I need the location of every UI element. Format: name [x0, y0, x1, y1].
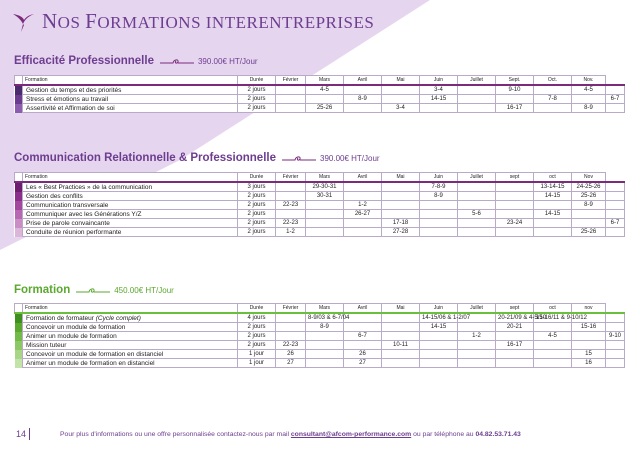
- date-cell: 20-21/09 & 4-5/10: [496, 313, 534, 323]
- date-cell: [458, 104, 496, 113]
- table-efficacite: [14, 75, 625, 113]
- row-color-marker: [15, 228, 23, 237]
- date-cell: [458, 182, 496, 192]
- date-cell: 25-26: [572, 228, 606, 237]
- swirl-decoration-icon: [76, 286, 110, 294]
- col-header: Durée: [238, 173, 276, 183]
- table-row: [15, 192, 625, 201]
- date-cell: [306, 95, 344, 104]
- footer-contact: Pour plus d'informations ou une offre personnalisée contactez-nous par mail consultant@afcom-performance.com ou par téléphone au 04.82.53.71.43: [60, 431, 521, 438]
- date-cell: [534, 323, 572, 332]
- duration-cell: 2 jours: [238, 210, 276, 219]
- date-cell: [534, 341, 572, 350]
- formation-name: Assertivité et Affirmation de soi: [23, 104, 238, 113]
- row-color-marker: [15, 323, 23, 332]
- date-cell: 3-4: [420, 85, 458, 95]
- table-row: [15, 104, 625, 113]
- col-header: nov: [572, 304, 606, 314]
- date-cell: [606, 359, 625, 368]
- date-cell: 25-26: [572, 192, 606, 201]
- row-color-marker: [15, 104, 23, 113]
- col-header: oct: [534, 173, 572, 183]
- date-cell: 17-18: [382, 219, 420, 228]
- col-header: Formation: [23, 76, 238, 86]
- date-cell: [344, 192, 382, 201]
- date-cell: [306, 219, 344, 228]
- date-cell: [306, 359, 344, 368]
- swirl-decoration-icon: [282, 154, 316, 162]
- date-cell: 13-14-15: [534, 182, 572, 192]
- date-cell: 8-9: [420, 192, 458, 201]
- date-cell: 7-8: [534, 95, 572, 104]
- duration-cell: 2 jours: [238, 341, 276, 350]
- duration-cell: 2 jours: [238, 332, 276, 341]
- date-cell: [534, 219, 572, 228]
- col-header: Mars: [306, 173, 344, 183]
- formation-name: Mission tuteur: [23, 341, 238, 350]
- row-color-marker: [15, 332, 23, 341]
- date-cell: 16-17: [496, 104, 534, 113]
- swirl-decoration-icon: [160, 57, 194, 65]
- date-cell: [420, 201, 458, 210]
- col-header: sept: [496, 173, 534, 183]
- date-cell: [606, 104, 625, 113]
- formation-name: Gestion des conflits: [23, 192, 238, 201]
- date-cell: 22-23: [276, 219, 306, 228]
- date-cell: [382, 192, 420, 201]
- date-cell: [276, 95, 306, 104]
- date-cell: [458, 359, 496, 368]
- date-cell: [458, 85, 496, 95]
- date-cell: 4-5: [534, 332, 572, 341]
- row-color-marker: [15, 341, 23, 350]
- date-cell: [420, 359, 458, 368]
- date-cell: 5-6: [458, 210, 496, 219]
- date-cell: [420, 228, 458, 237]
- date-cell: [606, 210, 625, 219]
- date-cell: [606, 228, 625, 237]
- date-cell: [606, 201, 625, 210]
- formation-name: Prise de parole convaincante: [23, 219, 238, 228]
- col-header: Février: [276, 304, 306, 314]
- date-cell: 23-24: [496, 219, 534, 228]
- date-cell: [458, 323, 496, 332]
- date-cell: [344, 313, 382, 323]
- date-cell: 3-4: [382, 104, 420, 113]
- formation-name: Conduite de réunion performante: [23, 228, 238, 237]
- date-cell: [276, 104, 306, 113]
- date-cell: 10-11: [382, 341, 420, 350]
- col-header: Nov: [572, 173, 606, 183]
- col-header: Mai: [382, 76, 420, 86]
- date-cell: [458, 350, 496, 359]
- date-cell: 14-15/06 & 1-2/07: [420, 313, 458, 323]
- date-cell: [496, 350, 534, 359]
- date-cell: 20-21: [496, 323, 534, 332]
- col-header: Avril: [344, 173, 382, 183]
- date-cell: [382, 95, 420, 104]
- table-row: [15, 313, 625, 323]
- duration-cell: 2 jours: [238, 85, 276, 95]
- date-cell: [458, 192, 496, 201]
- date-cell: 9-10: [496, 85, 534, 95]
- date-cell: 26-27: [344, 210, 382, 219]
- date-cell: [534, 359, 572, 368]
- date-cell: 8-9: [344, 95, 382, 104]
- col-header: Mars: [306, 76, 344, 86]
- date-cell: 14-15: [534, 192, 572, 201]
- col-header: Sept.: [496, 76, 534, 86]
- date-cell: 1-2: [458, 332, 496, 341]
- date-cell: [382, 323, 420, 332]
- date-cell: [534, 350, 572, 359]
- date-cell: [496, 228, 534, 237]
- col-header: Juin: [420, 173, 458, 183]
- table-row: [15, 341, 625, 350]
- date-cell: [534, 104, 572, 113]
- col-header: Juillet: [458, 304, 496, 314]
- contact-phone: 04.82.53.71.43: [475, 431, 521, 438]
- formation-name: Gestion du temps et des priorités: [23, 85, 238, 95]
- date-cell: [344, 341, 382, 350]
- date-cell: [382, 182, 420, 192]
- date-cell: 8-9/03 & 6-7/04: [306, 313, 344, 323]
- date-cell: [420, 219, 458, 228]
- section-title-communication: Communication Relationnelle & Professionnelle 390.00€ HT/Jour: [14, 152, 380, 164]
- date-cell: 14-15: [420, 95, 458, 104]
- date-cell: [306, 210, 344, 219]
- date-cell: [276, 210, 306, 219]
- col-header: Février: [276, 173, 306, 183]
- date-cell: [306, 350, 344, 359]
- date-cell: 25-26: [306, 104, 344, 113]
- col-header: Formation: [23, 304, 238, 314]
- duration-cell: 1 jour: [238, 350, 276, 359]
- duration-cell: 2 jours: [238, 228, 276, 237]
- date-cell: 27-28: [382, 228, 420, 237]
- row-color-marker: [15, 95, 23, 104]
- date-cell: [306, 228, 344, 237]
- date-cell: [382, 359, 420, 368]
- table-row: [15, 332, 625, 341]
- date-cell: [572, 219, 606, 228]
- date-cell: [382, 350, 420, 359]
- date-cell: [534, 201, 572, 210]
- date-cell: [496, 192, 534, 201]
- row-color-marker: [15, 192, 23, 201]
- date-cell: [276, 182, 306, 192]
- date-cell: [276, 192, 306, 201]
- duration-cell: 2 jours: [238, 219, 276, 228]
- row-color-marker: [15, 85, 23, 95]
- date-cell: 22-23: [276, 341, 306, 350]
- table-row: [15, 95, 625, 104]
- formation-name: Stress et émotions au travail: [23, 95, 238, 104]
- date-cell: [276, 323, 306, 332]
- date-cell: 24-25-26: [572, 182, 606, 192]
- date-cell: 22-23: [276, 201, 306, 210]
- date-cell: [534, 85, 572, 95]
- table-row: [15, 201, 625, 210]
- date-cell: 15: [572, 350, 606, 359]
- col-header: Durée: [238, 304, 276, 314]
- col-header: Durée: [238, 76, 276, 86]
- col-header: Juillet: [458, 173, 496, 183]
- date-cell: [458, 219, 496, 228]
- date-cell: [572, 210, 606, 219]
- duration-cell: 2 jours: [238, 95, 276, 104]
- date-cell: [382, 313, 420, 323]
- duration-cell: 2 jours: [238, 201, 276, 210]
- date-cell: [496, 182, 534, 192]
- date-cell: 6-7: [606, 95, 625, 104]
- formation-name: Animer un module de formation: [23, 332, 238, 341]
- date-cell: [382, 332, 420, 341]
- col-header: Avril: [344, 76, 382, 86]
- date-cell: [606, 85, 625, 95]
- date-cell: 29-30-31: [306, 182, 344, 192]
- col-header: Juin: [420, 76, 458, 86]
- page-number: 14: [16, 429, 27, 439]
- date-cell: [420, 332, 458, 341]
- date-cell: [572, 341, 606, 350]
- date-cell: 1-2: [344, 201, 382, 210]
- date-cell: 8-9: [572, 201, 606, 210]
- col-header: Juillet: [458, 76, 496, 86]
- section-title-formation: Formation 450.00€ HT/Jour: [14, 284, 174, 296]
- date-cell: [344, 182, 382, 192]
- date-cell: [496, 201, 534, 210]
- date-cell: [496, 210, 534, 219]
- formation-name: Concevoir un module de formation: [23, 323, 238, 332]
- date-cell: 15-16/11 & 9-10/12: [534, 313, 572, 323]
- table-row: [15, 85, 625, 95]
- date-cell: 8-9: [572, 104, 606, 113]
- date-cell: 27: [276, 359, 306, 368]
- col-header: Juin: [420, 304, 458, 314]
- date-cell: [458, 201, 496, 210]
- table-row: [15, 323, 625, 332]
- date-cell: [276, 313, 306, 323]
- date-cell: 8-9: [306, 323, 344, 332]
- section-title-efficacite: Efficacité Professionnelle 390.00€ HT/Jour: [14, 55, 258, 67]
- date-cell: [496, 359, 534, 368]
- date-cell: [572, 332, 606, 341]
- date-cell: 16: [572, 359, 606, 368]
- date-cell: 9-10: [606, 332, 625, 341]
- duration-cell: 2 jours: [238, 192, 276, 201]
- duration-cell: 1 jour: [238, 359, 276, 368]
- date-cell: [496, 332, 534, 341]
- date-cell: [344, 323, 382, 332]
- col-header: Février: [276, 76, 306, 86]
- date-cell: [458, 95, 496, 104]
- formation-name: Communication transversale: [23, 201, 238, 210]
- date-cell: [606, 350, 625, 359]
- date-cell: 4-5: [572, 85, 606, 95]
- col-header: sept: [496, 304, 534, 314]
- page-title: NOS FORMATIONS INTERENTREPRISES: [42, 8, 375, 33]
- duration-cell: 2 jours: [238, 323, 276, 332]
- row-color-marker: [15, 359, 23, 368]
- date-cell: [534, 228, 572, 237]
- date-cell: 27: [344, 359, 382, 368]
- date-cell: [606, 313, 625, 323]
- table-row: [15, 210, 625, 219]
- row-color-marker: [15, 219, 23, 228]
- date-cell: [306, 201, 344, 210]
- date-cell: [606, 323, 625, 332]
- duration-cell: 2 jours: [238, 104, 276, 113]
- date-cell: [306, 332, 344, 341]
- col-header: Mars: [306, 304, 344, 314]
- col-header: Formation: [23, 173, 238, 183]
- date-cell: [344, 85, 382, 95]
- col-header: Oct.: [534, 76, 572, 86]
- date-cell: [382, 201, 420, 210]
- table-formation: [14, 303, 625, 368]
- date-cell: [458, 228, 496, 237]
- date-cell: [420, 104, 458, 113]
- date-cell: [276, 85, 306, 95]
- date-cell: [382, 85, 420, 95]
- date-cell: [344, 219, 382, 228]
- date-cell: [344, 228, 382, 237]
- hummingbird-icon: [10, 8, 36, 34]
- row-color-marker: [15, 210, 23, 219]
- date-cell: [606, 192, 625, 201]
- formation-name: Animer un module de formation en distanciel: [23, 359, 238, 368]
- col-header: Nov.: [572, 76, 606, 86]
- date-cell: 15-16: [572, 323, 606, 332]
- date-cell: 7-8-9: [420, 182, 458, 192]
- contact-email-link[interactable]: consultant@afcom-performance.com: [290, 431, 412, 438]
- date-cell: 26: [344, 350, 382, 359]
- table-row: [15, 219, 625, 228]
- date-cell: 4-5: [306, 85, 344, 95]
- date-cell: [606, 341, 625, 350]
- col-header: Mai: [382, 304, 420, 314]
- date-cell: 6-7: [606, 219, 625, 228]
- page-number-divider: [29, 428, 30, 440]
- date-cell: 26: [276, 350, 306, 359]
- duration-cell: 3 jours: [238, 182, 276, 192]
- table-row: [15, 350, 625, 359]
- formation-name: Les « Best Practices » de la communication: [23, 182, 238, 192]
- date-cell: [420, 341, 458, 350]
- col-header: oct: [534, 304, 572, 314]
- page-header: [10, 6, 374, 36]
- date-cell: 14-15: [534, 210, 572, 219]
- table-communication: [14, 172, 625, 237]
- table-row: [15, 182, 625, 192]
- date-cell: [276, 332, 306, 341]
- formation-name: Concevoir un module de formation en distanciel: [23, 350, 238, 359]
- col-header: Mai: [382, 173, 420, 183]
- date-cell: 30-31: [306, 192, 344, 201]
- date-cell: [458, 341, 496, 350]
- formation-name: Communiquer avec les Générations Y/Z: [23, 210, 238, 219]
- row-color-marker: [15, 313, 23, 323]
- date-cell: [606, 182, 625, 192]
- date-cell: [382, 210, 420, 219]
- duration-cell: 4 jours: [238, 313, 276, 323]
- table-row: [15, 359, 625, 368]
- date-cell: 1-2: [276, 228, 306, 237]
- date-cell: [420, 210, 458, 219]
- formation-name: Formation de formateur (Cycle complet): [23, 313, 238, 323]
- date-cell: 6-7: [344, 332, 382, 341]
- date-cell: [420, 350, 458, 359]
- date-cell: 14-15: [420, 323, 458, 332]
- row-color-marker: [15, 201, 23, 210]
- row-color-marker: [15, 182, 23, 192]
- date-cell: [344, 104, 382, 113]
- date-cell: [496, 95, 534, 104]
- date-cell: [572, 95, 606, 104]
- date-cell: 16-17: [496, 341, 534, 350]
- row-color-marker: [15, 350, 23, 359]
- date-cell: [306, 341, 344, 350]
- table-row: [15, 228, 625, 237]
- col-header: Avril: [344, 304, 382, 314]
